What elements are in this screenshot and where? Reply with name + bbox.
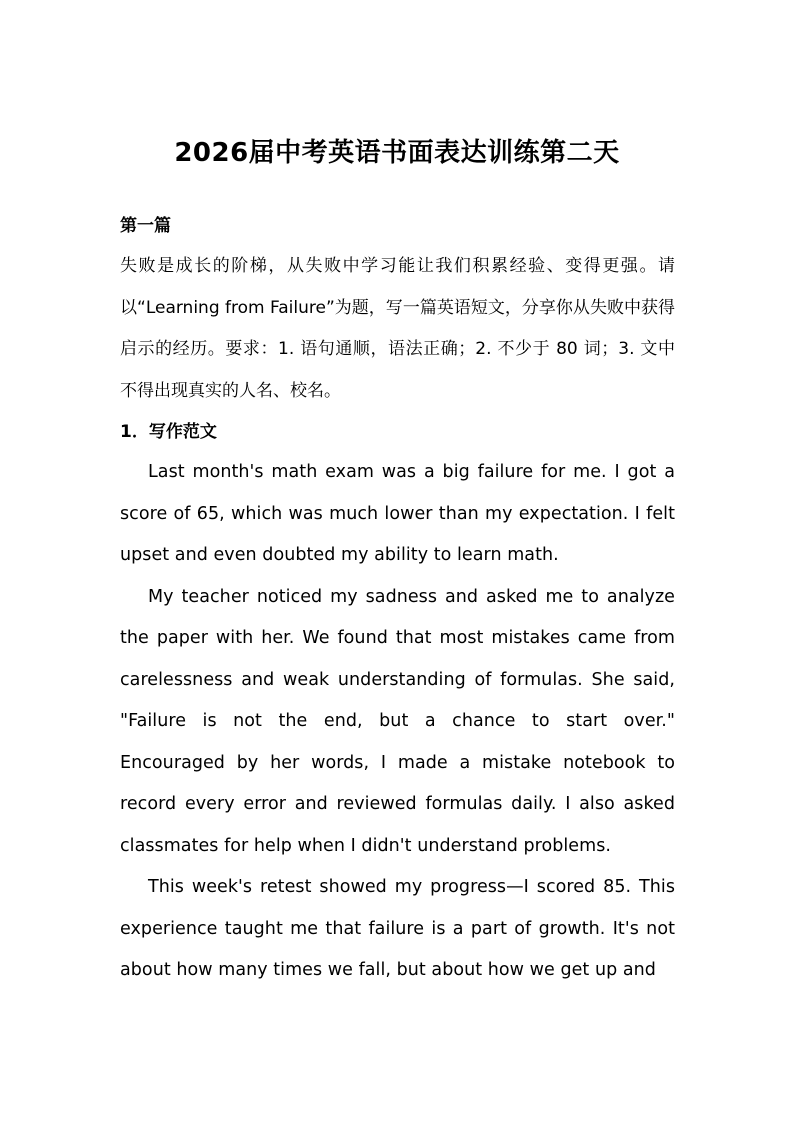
writing-prompt: 失败是成长的阶梯，从失败中学习能让我们积累经验、变得更强。请以“Learning from Failure”为题，写一篇英语短文，分享你从失败中获得启示的经历。要求：1. 语句通顺，语法正确；2. 不少于 80 词；3. 文中不得出现真实的人名、校名。 xyxy=(120,256,675,401)
essay-paragraph: Last month's math exam was a big failure for me. I got a score of 65, which was much lower than my expectation. I felt upset and even doubted my ability to learn math. xyxy=(120,462,675,565)
document-content xyxy=(120,206,675,992)
page-title: 2026届中考英语书面表达训练第二天 xyxy=(174,138,620,168)
essay-paragraph: My teacher noticed my sadness and asked me to analyze the paper with her. We found that most mistakes came from carelessness and weak understanding of formulas. She said, "Failure is not the end, but a chance to start over." Encouraged by her words, I made a mistake notebook to record every error and reviewed formulas daily. I also asked classmates for help when I didn't understand problems. xyxy=(120,586,675,856)
sample-essay-heading: 1．写作范文 xyxy=(120,422,217,442)
section-heading: 第一篇 xyxy=(120,216,171,236)
essay-paragraph: This week's retest showed my progress—I scored 85. This experience taught me that failure is a part of growth. It's not about how many times we fall, but about how we get up and xyxy=(120,877,675,980)
sample-essay xyxy=(120,452,675,992)
